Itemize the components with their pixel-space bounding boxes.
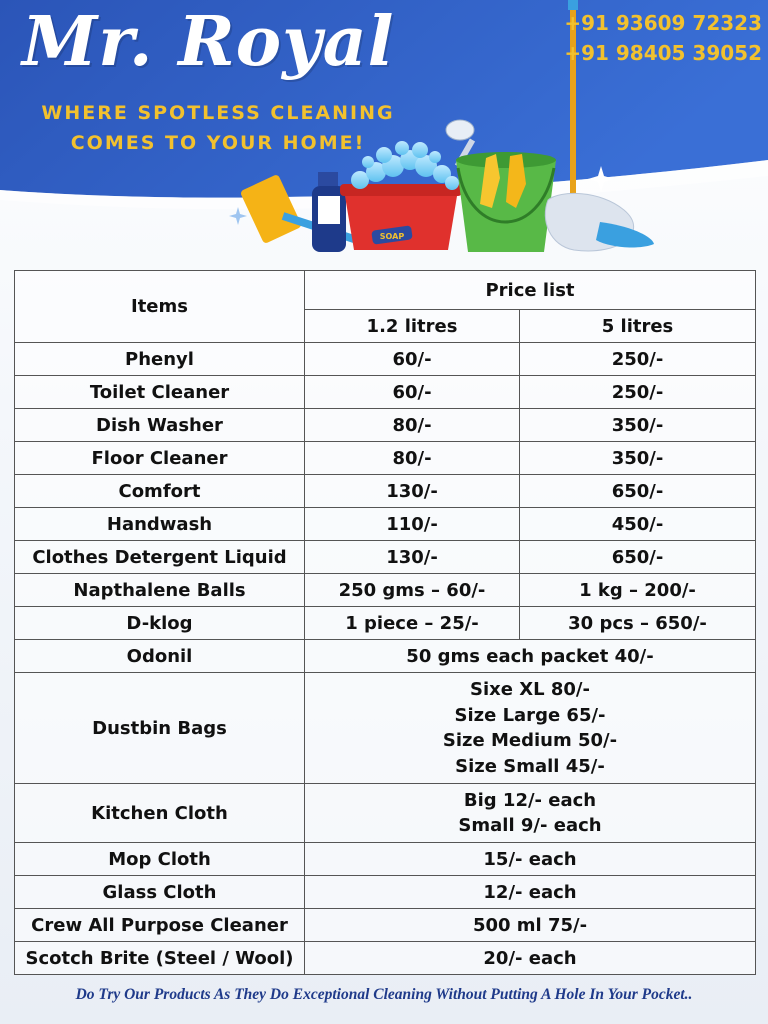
price-small: 60/- [305,343,520,376]
table-row [15,574,756,607]
price-merged: 50 gms each packet 40/- [305,640,756,673]
item-name: Dish Washer [15,409,305,442]
price-small: 130/- [305,541,520,574]
price-large: 250/- [520,376,756,409]
basin-icon [340,184,462,250]
price-merged: 20/- each [305,942,756,975]
brand-title: Mr. Royal [22,2,395,82]
item-name: Napthalene Balls [15,574,305,607]
item-name: Odonil [15,640,305,673]
table-row [15,541,756,574]
item-name: Dustbin Bags [15,673,305,784]
table-row [15,409,756,442]
price-large: 350/- [520,409,756,442]
price-line: Big 12/- each [463,789,597,811]
tagline [38,98,398,158]
price-small: 250 gms – 60/- [305,574,520,607]
price-line: Size Small 45/- [455,755,605,777]
table-row-mop-cloth [15,843,756,876]
price-small: 80/- [305,442,520,475]
item-name: D-klog [15,607,305,640]
header-banner [0,0,768,270]
header-5-litres: 5 litres [520,310,756,343]
price-line: Size Large 65/- [454,704,606,726]
price-large: 650/- [520,541,756,574]
price-table [14,270,756,975]
price-small: 1 piece – 25/- [305,607,520,640]
item-name: Clothes Detergent Liquid [15,541,305,574]
price-large: 450/- [520,508,756,541]
price-merged: 500 ml 75/- [305,909,756,942]
price-small: 130/- [305,475,520,508]
table-row-kitchen-cloth [15,784,756,843]
item-name: Comfort [15,475,305,508]
header-items: Items [15,271,305,343]
item-name: Phenyl [15,343,305,376]
item-name: Toilet Cleaner [15,376,305,409]
price-line: Size Medium 50/- [442,730,618,751]
item-name: Mop Cloth [15,843,305,876]
table-row [15,475,756,508]
price-large: 1 kg – 200/- [520,574,756,607]
tagline-line-2: COMES TO YOUR HOME! [70,132,366,154]
table-row [15,376,756,409]
table-row [15,343,756,376]
price-line: Small 9/- each [458,815,602,836]
table-row-dustbin [15,673,756,784]
table-row-glass-cloth [15,876,756,909]
tagline-line-1: WHERE SPOTLESS CLEANING [41,102,395,124]
price-small: 110/- [305,508,520,541]
price-small: 80/- [305,409,520,442]
item-name: Kitchen Cloth [15,784,305,843]
phone-1: +91 93609 72323 [564,11,762,35]
price-small: 60/- [305,376,520,409]
price-large: 250/- [520,343,756,376]
soap-label: SOAP [379,232,405,241]
footer-slogan: Do Try Our Products As They Do Exceptional Cleaning Without Putting A Hole In Your Pocket.. [75,986,693,1003]
bucket-icon [456,152,556,252]
price-merged [305,673,756,784]
item-name: Glass Cloth [15,876,305,909]
price-line: Sixe XL 80/- [470,679,590,700]
price-merged: 15/- each [305,843,756,876]
price-merged: 12/- each [305,876,756,909]
item-name: Floor Cleaner [15,442,305,475]
table-row-odonil [15,640,756,673]
table-row [15,607,756,640]
header-price-list: Price list [305,271,756,310]
table-row-scotch-brite [15,942,756,975]
price-large: 350/- [520,442,756,475]
header-1-2-litres: 1.2 litres [305,310,520,343]
table-row [15,442,756,475]
price-merged [305,784,756,843]
table-row [15,508,756,541]
item-name: Handwash [15,508,305,541]
price-large: 30 pcs – 650/- [520,607,756,640]
phone-numbers [564,8,762,68]
price-large: 650/- [520,475,756,508]
item-name: Crew All Purpose Cleaner [15,909,305,942]
phone-2: +91 98405 39052 [564,41,762,65]
item-name: Scotch Brite (Steel / Wool) [15,942,305,975]
table-row-crew [15,909,756,942]
